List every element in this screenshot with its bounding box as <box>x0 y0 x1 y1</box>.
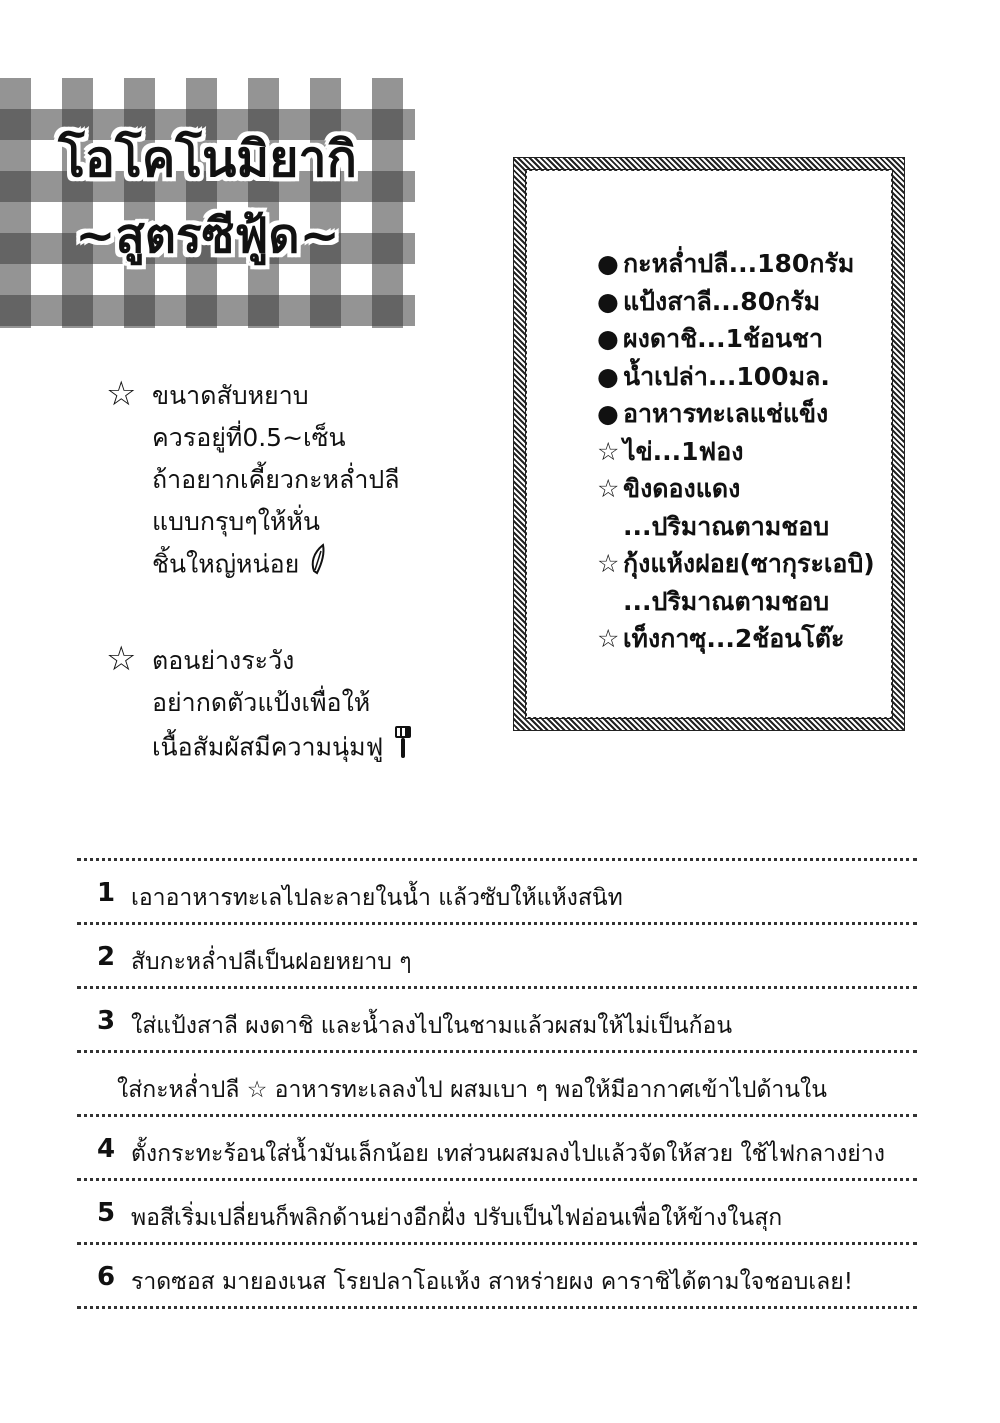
ingredients-frame <box>513 157 905 731</box>
step-text: ใส่กะหล่ำปลี ☆ อาหารทะเลลงไป ผสมเบา ๆ พอให้มีอากาศเข้าไปด้านใน <box>117 1077 828 1103</box>
dotted-divider <box>77 1306 917 1309</box>
step-text: ตั้งกระทะร้อนใส่น้ำมันเล็กน้อย เทส่วนผสมลงไปแล้วจัดให้สวย ใช้ไฟกลางย่าง <box>131 1141 885 1167</box>
tip-line: เนื้อสัมผัสมีความนุ่มฟู <box>152 732 384 762</box>
ingredient-item: ☆ กุ้งแห้งฝอย(ซากุระเอบิ) <box>597 549 875 578</box>
step-number: 5 <box>97 1198 116 1228</box>
step-row <box>77 861 917 922</box>
recipe-title: โอโคโนมิยากิ <box>58 130 357 188</box>
star-icon: ☆ <box>106 639 137 679</box>
step-text: พอสีเริ่มเปลี่ยนก็พลิกด้านย่างอีกฝั่ง ปรับเป็นไฟอ่อนเพื่อให้ข้างในสุก <box>131 1205 783 1231</box>
step-row <box>77 1245 917 1306</box>
ingredient-item: ...ปริมาณตามชอบ <box>623 586 830 616</box>
cabbage-leaf-icon <box>309 543 329 588</box>
step-text: ราดซอส มายองเนส โรยปลาโอแห้ง สาหร่ายผง คาราชิได้ตามใจชอบเลย! <box>131 1269 853 1295</box>
step-text: ใส่แป้งสาลี ผงดาชิ และน้ำลงไปในชามแล้วผสมให้ไม่เป็นก้อน <box>131 1013 733 1039</box>
ingredient-item: ● น้ำเปล่า...100มล. <box>597 361 830 391</box>
step-text: สับกะหล่ำปลีเป็นฝอยหยาบ ๆ <box>131 949 412 975</box>
spatula-icon <box>393 724 413 773</box>
step-row <box>77 1053 917 1114</box>
tip-chopping <box>106 375 400 588</box>
ingredient-item: ● กะหล่ำปลี...180กรัม <box>597 249 855 278</box>
ingredient-item: ● แป้งสาลี...80กรัม <box>597 286 821 316</box>
ingredient-item: ● อาหารทะเลแช่แข็ง <box>597 399 829 428</box>
tip-line: ขนาดสับหยาบ <box>152 381 309 410</box>
star-icon: ☆ <box>106 374 137 414</box>
tip-line: แบบกรุบๆให้หั่น <box>152 507 320 536</box>
ingredient-item: ☆ เท็งกาซุ...2ช้อนโต๊ะ <box>597 624 845 653</box>
step-number: 6 <box>97 1262 116 1292</box>
ingredient-item: ...ปริมาณตามชอบ <box>623 511 830 541</box>
ingredient-item: ☆ ขิงดองแดง <box>597 474 741 503</box>
step-number: 2 <box>97 942 116 972</box>
ingredient-item: ☆ ไข่...1ฟอง <box>597 436 744 466</box>
recipe-subtitle: ~สูตรซีฟู้ด~ <box>75 208 340 264</box>
tip-line: ถ้าอยากเคี้ยวกะหล่ำปลี <box>152 465 400 494</box>
step-number: 1 <box>97 878 116 908</box>
ingredient-item: ● ผงดาชิ...1ช้อนชา <box>597 324 824 353</box>
ingredients-list <box>597 245 875 658</box>
title-banner <box>0 78 415 328</box>
tip-line: ตอนย่างระวัง <box>152 646 295 675</box>
tip-grilling <box>106 640 413 773</box>
step-row <box>77 1117 917 1178</box>
step-row <box>77 989 917 1050</box>
tip-line: ชิ้นใหญ่หน่อย <box>152 549 300 579</box>
steps-list <box>77 858 917 1309</box>
step-row <box>77 1181 917 1242</box>
tip-line: ควรอยู่ที่0.5~เซ็น <box>152 423 346 452</box>
step-number: 4 <box>97 1134 116 1164</box>
step-row <box>77 925 917 986</box>
tip-line: อย่ากดตัวแป้งเพื่อให้ <box>152 688 371 717</box>
step-text: เอาอาหารทะเลไปละลายในน้ำ แล้วซับให้แห้งสนิท <box>131 885 623 911</box>
step-number: 3 <box>97 1006 116 1036</box>
